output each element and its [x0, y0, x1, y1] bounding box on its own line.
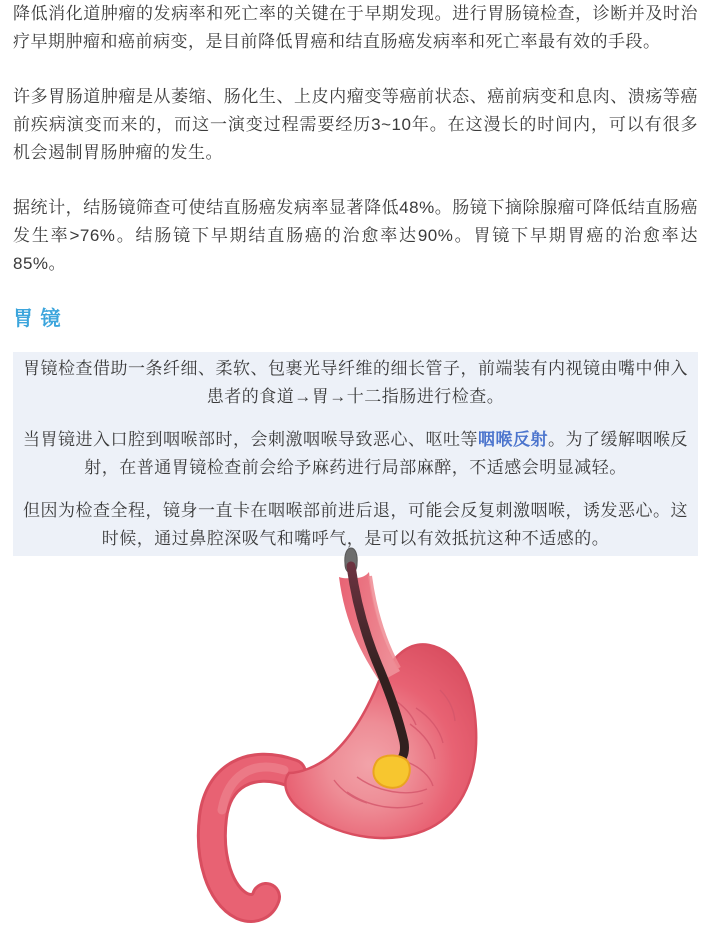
highlight-paragraph-2-after: 。为了缓解咽喉反射，在普通胃镜检查前会给予麻药进行局部麻醉，不适感会明显减轻。	[84, 430, 688, 477]
intro-paragraph-2: 许多胃肠道肿瘤是从萎缩、肠化生、上皮内瘤变等癌前状态、癌前病变和息肉、溃疡等癌前疾病演变而来的，而这一演变过程需要经历3~10年。在这漫长的时间内，可以有很多机会遏制胃肠肿瘤的发生。	[13, 87, 698, 162]
duodenum	[212, 767, 292, 908]
section-heading-gastroscope: 胃 镜	[13, 308, 62, 330]
esophagus	[339, 572, 400, 682]
highlight-paragraph-2-before: 当胃镜进入口腔到咽喉部时，会刺激咽喉导致恶心、呕吐等	[23, 430, 478, 449]
highlight-paragraph-2	[23, 426, 688, 482]
highlight-box	[13, 352, 698, 556]
endoscope-light-yellow-icon	[373, 755, 409, 787]
intro-paragraph-1: 降低消化道肿瘤的发病率和死亡率的关键在于早期发现。进行胃肠镜检查，诊断并及时治疗早期肿瘤和癌前病变，是目前降低胃癌和结直肠癌发病率和死亡率最有效的手段。	[13, 4, 698, 51]
highlight-paragraph-3: 但因为检查全程，镜身一直卡在咽喉部前进后退，可能会反复刺激咽喉，诱发恶心。这时候，通过鼻腔深吸气和嘴呼气，是可以有效抵抗这种不适感的。	[23, 501, 688, 548]
stomach-endoscopy-illustration	[180, 540, 560, 927]
throat-reflex-link[interactable]: 咽喉反射	[478, 430, 548, 449]
intro-paragraph-3: 据统计，结肠镜筛查可使结直肠癌发病率显著降低48%。肠镜下摘除腺瘤可降低结直肠癌发生率>76%。结肠镜下早期结直肠癌的治愈率达90%。胃镜下早期胃癌的治愈率达85%。	[13, 198, 698, 273]
highlight-paragraph-1: 胃镜检查借助一条纤细、柔软、包裹光导纤维的细长管子，前端装有内视镜由嘴中伸入患者的食道→胃→十二指肠进行检查。	[23, 359, 688, 406]
